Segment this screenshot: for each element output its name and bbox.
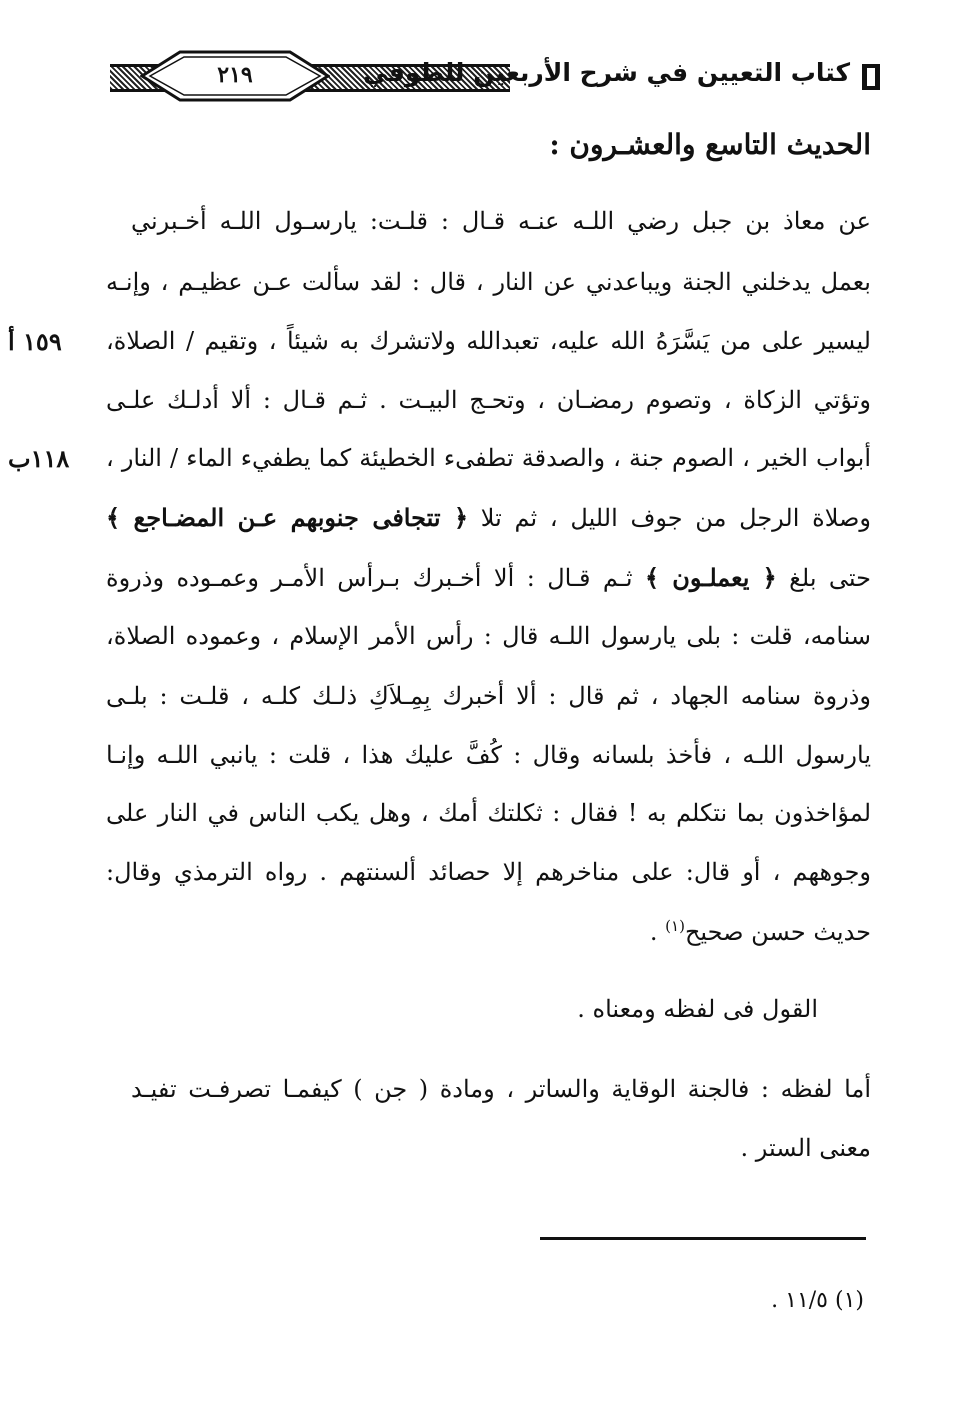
body-line-1: عن معاذ بن جبل رضي اللـه عنـه قـال : قلـت: يارسـول اللـه أخـبرني [131, 207, 871, 235]
footnote: (١) ١١/٥ . [771, 1288, 864, 1313]
margin-note-folio-159a: ١٥٩ أ [8, 327, 62, 356]
body-line-7-tail: ثـم قـال : ألا أخـبرك بـرأس الأمـر وعمـوده وذروة [106, 564, 633, 592]
body-line-13-text: حديث حسن صحيح [684, 918, 871, 946]
running-header [100, 50, 880, 112]
page-number: ٢١٩ [217, 62, 253, 88]
hadith-title: الحديث التاسع والعشـرون : [549, 128, 871, 161]
footnote-divider [540, 1237, 866, 1240]
body-line-9: وذروة سنامه الجهاد ، ثم قال : ألا أخبرك بِمِـلاَكِ ذلـك كلـه ، قلـت : بلـى [106, 682, 871, 710]
book-title: كتاب التعيين في شرح الأربعين للطوفي [363, 58, 850, 87]
body-line-5: أبواب الخير ، الصوم جنة ، والصدقة تطفىء الخطيئة كما يطفيء الماء / النار ، [106, 444, 871, 472]
body-line-7 [106, 563, 871, 592]
quran-verse-1: ﴿ تتجافى جنوبهم عـن المضـاجع ﴾ [106, 503, 469, 532]
body-line-11: لمؤاخذون بما نتكلم به ! فقال : ثكلتك أمك ، وهل يكب الناس في النار على [106, 799, 871, 827]
body-line-10: يارسول اللـه ، فأخذ بلسانه وقال : كُفَّ عليك هذا ، قلت : يانبي اللـه وإنـا [106, 741, 871, 769]
footnote-marker: (١) [665, 917, 685, 935]
body-line-13 [650, 917, 871, 946]
body-line-8: سنامه، قلت : بلى يارسول اللـه قال : رأس الأمر الإسلام ، وعموده الصلاة، [106, 622, 871, 650]
body-line-7-start: حتى بلغ [789, 564, 872, 592]
section-title: القول فى لفظه ومعناه . [577, 995, 818, 1023]
lafzh-line-2: معنى الستر . [740, 1134, 871, 1162]
body-line-13-end: . [649, 918, 658, 946]
quran-verse-2: ﴿ يعملـون ﴾ [645, 563, 777, 592]
lafzh-line-1: أما لفظه : فالجنة الوقاية والساتر ، ومادة ( جن ) كيفمـا تصرفـت تفيـد [131, 1075, 871, 1103]
body-line-3: ليسير على من يَسَّرَهُ الله عليه، تعبدالله ولاتشرك به شيئاً ، وتقيم / الصلاة، [106, 327, 871, 355]
margin-note-folio-118b: ١١٨ب [8, 444, 70, 473]
body-line-6 [106, 503, 871, 532]
body-line-6-text: وصلاة الرجل من جوف الليل ، ثم تلا [480, 504, 871, 532]
body-line-4: وتؤتي الزكاة ، وتصوم رمضـان ، وتحـج البيـت . ثـم قـال : ألا أدلـك علـى [106, 386, 871, 414]
body-line-2: بعمل يدخلني الجنة ويباعدني عن النار ، قال : لقد سألت عـن عظيـم ، وإنـه [106, 268, 871, 296]
header-mark-icon [862, 64, 880, 90]
body-line-12: وجوههم ، أو قال: على مناخرهم إلا حصائد ألسنتهم . رواه الترمذي وقال: [106, 858, 871, 886]
